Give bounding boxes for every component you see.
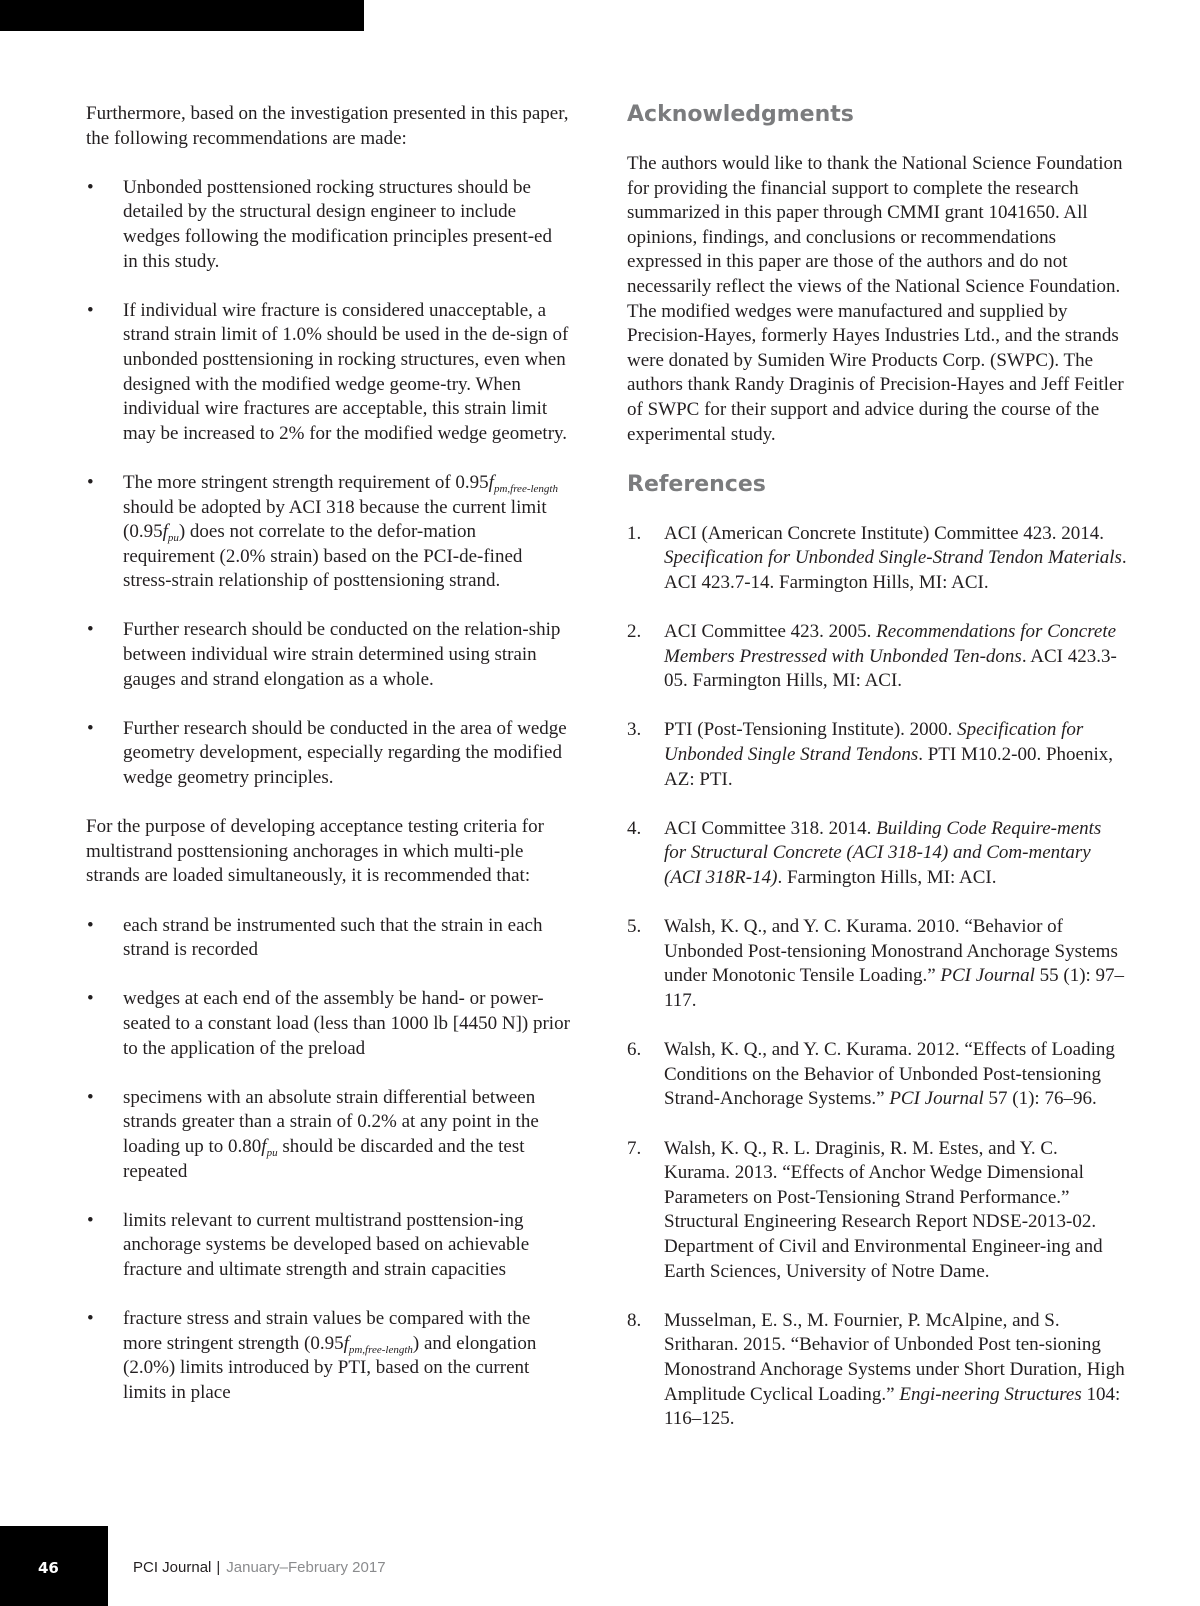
bullet-icon: • <box>87 176 94 198</box>
reference-item <box>627 718 1127 792</box>
reference-title: Specification for Unbonded Single-Strand Tendon Materials <box>664 547 1122 569</box>
bullet-icon: • <box>87 471 94 493</box>
text-run: specimens with an absolute strain differential between strands greater than a strain of 0.2% at any point in the loading up to 0.80 <box>123 1086 539 1157</box>
list-item <box>86 717 571 791</box>
text-run: should be discarded and the test repeated <box>123 1135 525 1182</box>
reference-text: 57 (1): 76–96. <box>983 1088 1097 1110</box>
reference-text: Walsh, K. Q., R. L. Draginis, R. M. Estes, and Y. C. Kurama. 2013. “Effects of Anchor Wedge Dimensional Parameters on Post-Tensioning Strand Performance.” Structural Engineering Research Report NDSE-2013-02. Department of Civil and Environmental Engineer-ing and Earth Sciences, University of Notre Dame. <box>664 1137 1103 1282</box>
running-footer <box>133 1559 386 1577</box>
reference-item <box>627 620 1127 694</box>
page-number: 46 <box>38 1559 59 1577</box>
journal-name: PCI Journal <box>133 1559 212 1576</box>
reference-number: 8. <box>627 1309 642 1331</box>
bullet-text: Further research should be conducted in the area of wedge geometry development, especially regarding the modified wedge geometry principles. <box>123 717 567 789</box>
text-run: should be adopted by ACI 318 because the current limit (0.95 <box>123 496 547 543</box>
reference-text: Walsh, K. Q., and Y. C. Kurama. 2012. “Effects of Loading Conditions on the Behavior of Unbonded Post-tensioning Strand-Anchorage Systems.” <box>664 1039 1115 1110</box>
reference-text: ACI (American Concrete Institute) Committee 423. 2014. <box>664 522 1105 544</box>
variable-f: f <box>343 1332 349 1354</box>
text-run: ) does not correlate to the defor-mation requirement (2.0% strain) based on the PCI-de-fined stress-strain relationship of posttensioning strand. <box>123 521 523 592</box>
reference-number: 3. <box>627 719 642 741</box>
reference-title: PCI Journal <box>940 965 1035 987</box>
bullet-text: Further research should be conducted on the relation-ship between individual wire strain determined using strain gauges and strand elongation as a whole. <box>123 619 561 690</box>
header-bar <box>0 0 364 31</box>
reference-item <box>627 1309 1127 1432</box>
intro-paragraph: Furthermore, based on the investigation presented in this paper, the following recommendations are made: <box>86 103 569 149</box>
list-item <box>86 471 571 594</box>
reference-text: 104: 116–125. <box>664 1383 1121 1430</box>
reference-number: 4. <box>627 817 642 839</box>
issue-date: January–February 2017 <box>226 1559 386 1576</box>
left-column <box>86 102 571 1430</box>
bullet-text: limits relevant to current multistrand posttension-ing anchorage systems be developed based on achievable fracture and ultimate strength and strain capacities <box>123 1209 530 1280</box>
list-item <box>86 299 571 447</box>
reference-title: Recommendations for Concrete Members Prestressed with Unbonded Ten-dons <box>664 621 1117 667</box>
bullet-text: wedges at each end of the assembly be hand- or power-seated to a constant load (less than 1000 lb [4450 N]) prior to the application of the preload <box>123 988 570 1059</box>
acknowledgments-heading: Acknowledgments <box>627 102 854 127</box>
reference-item <box>627 522 1127 596</box>
text-run: The more stringent strength requirement of 0.95 <box>123 471 489 493</box>
reference-text: Walsh, K. Q., and Y. C. Kurama. 2010. “Behavior of Unbonded Post-tensioning Monostrand Anchorage Systems under Monotonic Tensile Loading.” <box>664 916 1118 987</box>
reference-number: 2. <box>627 621 642 643</box>
reference-number: 5. <box>627 916 642 938</box>
reference-title: Specification for Unbonded Single Strand Tendons <box>664 719 1084 766</box>
right-column <box>627 102 1127 1456</box>
bullet-icon: • <box>87 299 94 321</box>
bullet-text <box>123 1308 536 1403</box>
reference-text: . ACI 423.7-14. Farmington Hills, MI: ACI. <box>664 547 1127 593</box>
reference-text: ACI Committee 423. 2005. <box>664 621 877 643</box>
reference-text: . Farmington Hills, MI: ACI. <box>777 867 997 889</box>
subscript: pm,free-length <box>348 1343 413 1356</box>
reference-text: 55 (1): 97–117. <box>664 965 1125 1011</box>
reference-item <box>627 915 1127 1013</box>
references-list <box>627 522 1127 1432</box>
bullet-text <box>123 472 558 591</box>
list-item <box>86 1307 571 1405</box>
reference-number: 1. <box>627 522 642 544</box>
subscript: pu <box>167 532 179 545</box>
acceptance-paragraph: For the purpose of developing acceptance testing criteria for multistrand posttensioning anchorages in which multi-ple strands are loaded simultaneously, it is recommended that: <box>86 816 544 887</box>
reference-number: 7. <box>627 1137 642 1159</box>
bullet-icon: • <box>87 914 94 936</box>
reference-title: Engi-neering Structures <box>899 1383 1082 1405</box>
reference-text: ACI Committee 318. 2014. <box>664 817 877 839</box>
variable-f: f <box>261 1135 267 1157</box>
recommendations-list <box>86 176 571 791</box>
reference-text: Musselman, E. S., M. Fournier, P. McAlpine, and S. Sritharan. 2015. “Behavior of Unbonded Post ten-sioning Monostrand Anchorage Systems under Short Duration, High Amplitude Cyclical Loading.” <box>664 1309 1125 1405</box>
list-item <box>86 914 571 963</box>
subscript: pm,free-length <box>493 482 558 495</box>
references-heading: References <box>627 471 766 497</box>
bullet-text <box>123 1087 539 1182</box>
footer-separator: | <box>216 1559 221 1576</box>
variable-f: f <box>162 521 168 543</box>
text-run: ) and elongation (2.0%) limits introduced by PTI, based on the current limits in place <box>123 1332 537 1403</box>
reference-item <box>627 1038 1127 1112</box>
reference-text: . ACI 423.3-05. Farmington Hills, MI: ACI. <box>664 645 1117 692</box>
reference-title: Building Code Require-ments for Structural Concrete (ACI 318-14) and Com-mentary (ACI 318R-14) <box>664 817 1102 889</box>
bullet-icon: • <box>87 1209 94 1231</box>
reference-title: PCI Journal <box>889 1088 984 1110</box>
list-item <box>86 618 571 692</box>
bullet-icon: • <box>87 1086 94 1108</box>
list-item <box>86 1086 571 1184</box>
bullet-text: each strand be instrumented such that the strain in each strand is recorded <box>123 914 543 961</box>
bullet-icon: • <box>87 1308 94 1330</box>
reference-text: . PTI M10.2-00. Phoenix, AZ: PTI. <box>664 744 1113 790</box>
bullet-text: Unbonded posttensioned rocking structures should be detailed by the structural design engineer to include wedges following the modification principles present-ed in this study. <box>123 176 552 272</box>
bullet-icon: • <box>87 988 94 1010</box>
reference-text: PTI (Post-Tensioning Institute). 2000. <box>664 719 958 741</box>
list-item <box>86 176 571 274</box>
list-item <box>86 1209 571 1283</box>
bullet-icon: • <box>87 717 94 739</box>
bullet-text: If individual wire fracture is considered unacceptable, a strand strain limit of 1.0% should be used in the de-sign of unbonded posttensioning in rocking structures, even when designed with the modified wedge geome-try. When individual wire fractures are acceptable, this strain limit may be increased to 2% for the modified wedge geometry. <box>123 299 569 444</box>
bullet-icon: • <box>87 619 94 641</box>
acknowledgments-text: The authors would like to thank the National Science Foundation for providing the financial support to complete the research summarized in this paper through CMMI grant 1041650. All opinions, findings, and conclusions or recommendations expressed in this paper are those of the authors and do not necessarily reflect the views of the National Science Foundation. The modified wedges were manufactured and supplied by Precision-Hayes, formerly Hayes Industries Ltd., and the strands were donated by Sumiden Wire Products Corp. (SWPC). The authors thank Randy Draginis of Precision-Hayes and Jeff Feitler of SWPC for their support and advice during the course of the experimental study. <box>627 153 1124 445</box>
subscript: pu <box>266 1146 278 1159</box>
list-item <box>86 987 571 1061</box>
reference-item <box>627 817 1127 891</box>
variable-f: f <box>488 471 494 493</box>
reference-item <box>627 1137 1127 1285</box>
text-run: fracture stress and strain values be compared with the more stringent strength (0.95 <box>123 1308 531 1354</box>
reference-number: 6. <box>627 1039 642 1061</box>
acceptance-list <box>86 914 571 1406</box>
